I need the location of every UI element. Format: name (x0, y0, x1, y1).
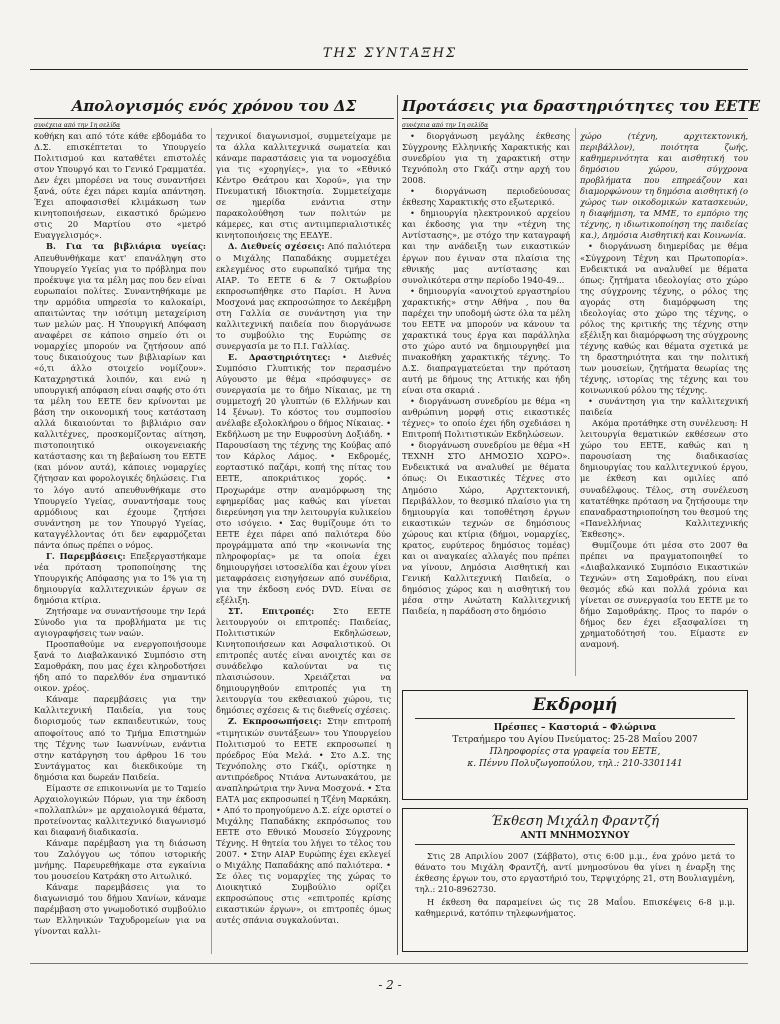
paragraph (216, 241, 391, 351)
column-divider (575, 128, 576, 676)
exhibition-box (402, 808, 748, 952)
left-article-column-2 (216, 131, 391, 953)
paragraph-text: Απευθυνθήκαμε κατ' επανάληψη στο Υπουργείο Υγείας για το πρόβλημα που προέκυψε για τα μέλη μας που δεν είναι ευρωπαίοι πολίτες. Συναντηθήκαμε με την αρμόδια υπηρεσία το καλοκαίρι, απαιτώντας την ισότιμη μεταχείριση των μελών μας. Η Υπουργική Απόφαση αναφέρει σε κάποιο σημείο ότι οι νομαρχίες μπορούν να ζητήσουν από τους δικαιούχους των βιβλιαρίων και «ό,τι άλλο στοιχείο νομίζουν». Καταχρηστικά λοιπόν, και ενώ η υπουργική απόφαση είναι σαφής στο ότι τα μέλη του ΕΕΤΕ δεν κρίνονται με βάση την οικονομική τους κατάσταση αλλά δικαιούνται το βιβλιάριο σαν καλλιτέχνες, προσκομίζοντας αίτηση, πιστοποιητικό οικογενειακής κατάστασης και τη βεβαίωση του ΕΕΤΕ (και μόνον αυτά), κάποιες νομαρχίες ζήτησαν και φορολογικές δηλώσεις. Για το λόγο αυτό απευθυνθήκαμε στο Υπουργείο Υγείας, συναντήσαμε τους αρμόδιους και έχουμε ζητήσει συνάντηση με τον Υπουργό Υγείας, καταγγέλλοντας ότι δεν εφαρμόζεται πάντα όπως πρέπει ο νόμος. (34, 252, 206, 550)
paragraph (34, 241, 206, 550)
page-header-title: ΤΗΣ ΣΥΝΤΑΞΗΣ (322, 46, 458, 61)
paragraph: • συνάντηση για την καλλιτεχνική παιδεία (580, 396, 748, 418)
paragraph: Είμαστε σε επικοινωνία με το Ταμείο Αρχαιολογικών Πόρων, για την έκδοση «πολλαπλών» με αρχαιολογικά θέματα, προτείνοντας καλλιτεχνικό διαγωνισμό και διαφανή διαδικασία. (34, 782, 206, 837)
paragraph (216, 716, 391, 926)
paragraph-text: Επεξεργαστήκαμε νέα πρόταση τροποποίησης της Υπουργικής Απόφασης για το 1% για τη δημιουργία καλλιτεχνικών έργων σε δημόσια κτίρια. (34, 550, 206, 605)
header-rule (30, 69, 748, 70)
paragraph-heading: Β. Για τα βιβλιάρια υγείας: (46, 241, 206, 252)
paragraph: • διοργάνωση περιοδεύουσας έκθεσης Χαρακτικής στο εξωτερικό. (402, 186, 570, 208)
excursion-route: Πρέσπες – Καστοριά – Φλώρινα (493, 723, 657, 733)
paragraph: Κάναμε παρεμβάσεις για την Καλλιτεχνική Παιδεία, για τους διορισμούς των εκπαιδευτικών, τους αποφοίτους από το Τμήμα Επιστημών της Τέχνης των Ιωαννίνων, ενάντια στην κατάργηση του άρθρου 16 του Συντάγματος και διεκδικούμε τη δημόσια και δωρεάν Παιδεία. (34, 694, 206, 782)
paragraph-heading: ΣΤ. Επιτροπές: (228, 606, 315, 617)
paragraph: χώρο (τέχνη, αρχιτεκτονική, περιβάλλον), ποιότητα ζωής, καθημερινότητα και αισθητική του δημόσιου χώρου, σύγχρονα προβλήματα που επηρεάζουν και διαμορφώνουν τη δημόσια αισθητική (ο χώρος των οικοδομικών κατασκευών, η διαφήμιση, τα ΜΜΕ, το εμπόριο της τέχνης, η ιδιωτικοποίηση της παιδείας κα.), Δημόσια Αισθητική και Κοινωνία. (580, 131, 748, 241)
paragraph: Ζητήσαμε να συναντήσουμε την Ιερά Σύνοδο για τα προβλήματα με τις αγιογραφήσεις των ναών. (34, 606, 206, 639)
right-continued-note: συνέχεια από την 1η σελίδα (402, 122, 489, 129)
excursion-contact: κ. Πέννυ Πολυζωγοπούλου, τηλ.: 210-3301141 (467, 759, 683, 769)
excursion-dates: Τετραήμερο του Αγίου Πνεύματος: 25-28 Μαΐου 2007 (452, 735, 698, 745)
paragraph (216, 606, 391, 716)
right-title-rule (402, 118, 748, 119)
paragraph: • διοργάνωση διημερίδας με θέμα «Σύγχρονη Τέχνη και Πρωτοπορία». Ενδεικτικά να αναλυθεί με θέματα όπως: ζητήματα ιδεολογίας στο χώρο της σύγχρονης τέχνης, ο ρόλος της αγοράς στη διαμόρφωση της ιδεολογίας στο χώρο της τέχνης, ο ρόλος της κριτικής της τέχνης στην εξέλιξη και διαμόρφωση της σύγχρονης τέχνης καθώς και θέματα σχετικά με τη δραστηριότητα και την πολιτική των μουσείων, ζητήματα θεωρίας της τέχνης, ιστορίας της τέχνης και του κοινωνικού ρόλου της τέχνης. (580, 241, 748, 396)
paragraph: • διοργάνωση συνεδρίου με θέμα «η ανθρώπινη μορφή στις εικαστικές τέχνες» το οποίο έχει ήδη σχεδιάσει η Επιτροπή Πολιτιστικών Εκδηλώσεων. (402, 396, 570, 440)
exhibition-paragraph-1: Στις 28 Απριλίου 2007 (Σάββατο), στις 6:00 μ.μ., ένα χρόνο μετά το θάνατο του Μιχάλη Φραντζή, αντί μνημοσύνου θα γίνει η έναρξη της έκθεσης έργων του, στο εργαστήριό του, Τερψιχόρης 21, στη Βουλιαγμένη, τηλ.: 210-8962730. (415, 851, 735, 894)
paragraph-heading: Ζ. Εκπροσωπήσεις: (228, 716, 322, 727)
paragraph-text: Στην επιτροπή «τιμητικών συντάξεων» του Υπουργείου Πολιτισμού το ΕΕΤΕ εκπροσωπεί η πρόεδρος Εύα Μελά. • Στο Δ.Σ. της Τεχνόπολης στο Γκάζι, ορίστηκε η αντιπρόεδρος Ντιάνα Αντωνακάτου, με αναπληρώτρια την Άννα Μοσχονά. • Στα ΕΑΤΑ μας εκπροσωπεί η Τζένη Μαρκάκη. • Από το προηγούμενο Δ.Σ. είχε οριστεί ο Μιχάλης Παπαδάκης εκπρόσωπος του ΕΕΤΕ στο Εθνικό Μουσείο Σύγχρονης Τέχνης. Η θητεία του λήγει το τέλος του 2007. • Στην ΑΙΑΡ Ευρώπης έχει εκλεγεί ο Μιχάλης Παπαδάκης από παλιότερα. • Σε όλες τις νομαρχίες της χώρας το Διοικητικό Συμβούλιο ορίζει εκπροσώπους στις «επιτροπές κρίσης εικαστικών έργων», οι επιτροπές όμως αυτές σπάνια συγκαλούνται. (216, 716, 391, 926)
left-article-title: Απολογισμός ενός χρόνου του ΔΣ (71, 97, 357, 115)
paragraph: • δημιουργία ηλεκτρονικού αρχείου και έκδοσης για την «τέχνη της Αντίστασης», με στόχο την καταγραφή και την ανάδειξη των εικαστικών έργων που έγιναν στα πλαίσια της εθνικής μας αντίστασης και συνολικότερα στην περίοδο 1940-49... (402, 208, 570, 285)
exhibition-subtitle: ΑΝΤΙ ΜΝΗΜΟΣΥΝΟΥ (520, 831, 630, 841)
paragraph-heading: Ε. Δραστηριότητες: (228, 351, 331, 362)
left-continued-note: συνέχεια από την 1η σελίδα (34, 122, 121, 129)
article-divider (397, 95, 398, 955)
paragraph: τεχνικοί διαγωνισμοί, συμμετείχαμε με τα άλλα καλλιτεχνικά σωματεία και κάναμε παραστάσεις για τα νομοσχέδια για τις «χορηγίες», για το «Εθνικό Κέντρο Θεάτρου και Χορού», για την Πνευματική Ιδιοκτησία. Συμμετείχαμε σε ημερίδα ενάντια στην παρακολούθηση των πολιτών με κάμερες, και στις αντιιμπεριαλιστικές κινητοποιήσεις της ΕΕΔΥΕ. (216, 131, 391, 241)
page-number: - 2 - (378, 978, 402, 992)
paragraph: Κάναμε παρέμβαση για τη διάσωση του Ζαλόγγου ως τόπου ιστορικής μνήμης. Παρευρεθήκαμε στα εγκαίνια του μουσείου Κατράκη στο Αιτωλικό. (34, 838, 206, 882)
paragraph: Θυμίζουμε ότι μέσα στο 2007 θα πρέπει να πραγματοποιηθεί το «Διαβαλκανικό Συμπόσιο Εικαστικών Τεχνών» στη Σαμοθράκη, που είναι θεσμός εδώ και πολλά χρόνια και γίνεται σε συνεργασία του ΕΕΤΕ με το δήμο Σαμοθράκης. Προς το παρόν ο δήμος δεν έχει εξασφαλίσει τη χρηματοδότησή του. Είμαστε εν αναμονή. (580, 539, 748, 650)
exhibition-title: Έκθεση Μιχάλη Φραντζή (490, 814, 660, 829)
right-article-title: Προτάσεις για δραστηριότητες του ΕΕΤΕ (402, 97, 761, 115)
paragraph-text: • Διεθνές Συμπόσιο Γλυπτικής τον περασμένο Αύγουστο με θέμα «πρόσφυγες» σε συνεργασία με το δήμο Νίκαιας, με τη συμμετοχή 20 γλυπτών (6 Ελλήνων και 14 ξένων). Το κόστος του συμποσίου ανέλαβε εξολοκλήρου ο δήμος Νίκαιας. • Εκδήλωση με την Ευφροσύνη Δοξιάδη. • Παρουσίαση της τέχνης της Κούβας από τον Κάρλος Λάμος. • Εκδρομές, εορταστικό παζάρι, κοπή της πίτας του ΕΕΤΕ, αποκριάτικος χορός. • Προχωράμε στην αναμόρφωση της εφημερίδας μας καθώς και γίνεται διερεύνηση για την λειτουργία κυλικείου στο ισόγειο. • Σας θυμίζουμε ότι το ΕΕΤΕ έχει πάρει από παλιότερα δύο προγράμματα από την «κοινωνία της πληροφορίας» με τα οποία έχει δημιουργήσει ιστοσελίδα και έχουν γίνει μεταφράσεις εισηγήσεων από συνέδρια, για την έκδοση ενός DVD. Είναι σε εξέλιξη. (216, 351, 391, 605)
footer-rule (30, 963, 748, 964)
paragraph (34, 551, 206, 606)
right-article-column-2 (580, 131, 748, 676)
paragraph: Κάναμε παρεμβάσεις για το διαγωνισμό του δήμου Χανίων, κάναμε παρέμβαση στο γνωμοδοτικό συμβούλιο των Ελληνικών Ταχυδρομείων για να γίνονται καλλι- (34, 882, 206, 937)
exhibition-rule (415, 844, 735, 845)
paragraph: κοθήκη και από τότε κάθε εβδομάδα το Δ.Σ. επισκέπτεται το Υπουργείο Πολιτισμού και καταθέτει επιστολές στον Υπουργό και το Γενικό Γραμματέα. Δεν έχει μπορέσει να τους συναντήσει ξανά, ούτε έχει πάρει καμία απάντηση. Έχει αποφασισθεί κλιμάκωση των κινητοποιήσεων, εικαστικό δρώμενο στις 20 Μαρτίου στο «μετρό Ευαγγελισμός». (34, 131, 206, 241)
paragraph: • διοργάνωση μεγάλης έκθεσης Σύγχρονης Ελληνικής Χαρακτικής και συνεδρίου για τη χαρακτική στην Τεχνόπολη στο Γκάζι στην αρχή του 2008. (402, 131, 570, 186)
excursion-rule (415, 718, 735, 719)
exhibition-paragraph-2: Η έκθεση θα παραμείνει ώς τις 28 Μαΐου. Επισκέψεις 6-8 μ.μ. καθημερινά, κατόπιν τηλεφωνήματος. (415, 897, 735, 918)
paragraph-heading: Δ. Διεθνείς σχέσεις: (228, 241, 325, 252)
paragraph-text: Στο ΕΕΤΕ λειτουργούν οι επιτροπές: Παιδείας, Πολιτιστικών Εκδηλώσεων, Κινητοποιήσεων και Ασφαλιστικού. Οι επιτροπές αυτές είναι ανοιχτές και σε συνάδελφο καλούνται να τις πλαισιώσουν. Χρειάζεται να δημιουργηθούν επιτροπές για τη λειτουργία του εκθεσιακού χώρου, τις δημόσιες σχέσεις & τις διεθνείς σχέσεις. (216, 606, 391, 716)
column-divider (211, 128, 212, 954)
excursion-info: Πληροφορίες στα γραφεία του ΕΕΤΕ, (489, 747, 661, 757)
paragraph (216, 352, 391, 606)
paragraph: • δημιουργία «ανοιχτού εργαστηρίου χαρακτικής» στην Αθήνα , που θα παρέχει την υποδομή ώστε όλα τα μέλη του ΕΕΤΕ να μπορούν να κάνουν τα χαρακτικά τους έργα και παράλληλα στο χώρο αυτό να δημιουργηθεί μια πινακοθήκη χαρακτικής τέχνης. Το Δ.Σ. διαπραγματεύεται την πρόταση αυτή με δήμους της Αττικής και ήδη είναι στα σκαριά . (402, 285, 570, 396)
paragraph-heading: Γ. Παρεμβάσεις: (46, 550, 126, 561)
paragraph: • διοργάνωση συνεδρίου με θέμα «Η ΤΕΧΝΗ ΣΤΟ ΔΗΜΟΣΙΟ ΧΩΡΟ». Ενδεικτικά να αναλυθεί με θέματα όπως: Οι Εικαστικές Τέχνες στο Δημόσιο Χώρο, Αρχιτεκτονική, Περιβάλλον, το θεσμικό πλαίσιο για τη δημιουργία και τοποθέτηση έργων εικαστικών τεχνών σε δημόσιους χώρους και κτίρια (δήμοι, νομαρχίες, κρατος, ευρύτερος δημόσιος τομέας) και οι αναγκαίες αλλαγές που πρέπει να γίνουν, Δημόσια Αισθητική και Γενική Καλλιτεχνική Παιδεία, ο δημόσιος χώρος και η αισθητική του μέσα στην Ανώτατη Καλλιτεχνική Παιδεία, η παράδοση στο δημόσιο (402, 440, 570, 617)
paragraph: Ακόμα προτάθηκε στη συνέλευση: Η λειτουργία θεματικών εκθέσεων στο χώρο του ΕΕΤΕ, καθώς και η παρουσίαση της διαδικασίας δημιουργίας του καλλιτεχνικού έργου, με έκθεση και ομιλίες από συναδέλφους. Τέλος, στη συνέλευση κατατέθηκε πρόταση να ζητήσουμε την επαναδραστηριοποίηση του θεσμού της «Πανελλήνιας Καλλιτεχνικής Έκθεσης». (580, 418, 748, 539)
left-title-rule (34, 118, 394, 119)
excursion-title: Εκδρομή (532, 695, 618, 715)
paragraph: Προσπαθούμε να ενεργοποιήσουμε ξανά το Διαβαλκανικό Συμπόσιο στη Σαμοθράκη, που μας έχει κληροδοτήσει ήδη από το παρελθόν ένα σημαντικό οικον. χρέος. (34, 639, 206, 694)
excursion-box (402, 690, 748, 800)
left-article-column-1 (34, 131, 206, 953)
right-article-column-1 (402, 131, 570, 676)
paragraph-text: Από παλιότερα ο Μιχάλης Παπαδάκης συμμετέχει εκλεγμένος στο ευρωπαϊκό τμήμα της ΑΙΑΡ. Το ΕΕΤΕ 6 & 7 Οκτωβρίου εκπροσωπήθηκε στο Παρίσι. Η Άννα Μοσχονά μας εκπροσώπησε το Δεκέμβρη στη Γαλλία σε συνάντηση για την καλλιτεχνική παιδεία που διοργάνωσε το συμβούλιο της Ευρώπης σε συνεργασία με το Π.Ι. Γαλλίας. (216, 241, 391, 351)
